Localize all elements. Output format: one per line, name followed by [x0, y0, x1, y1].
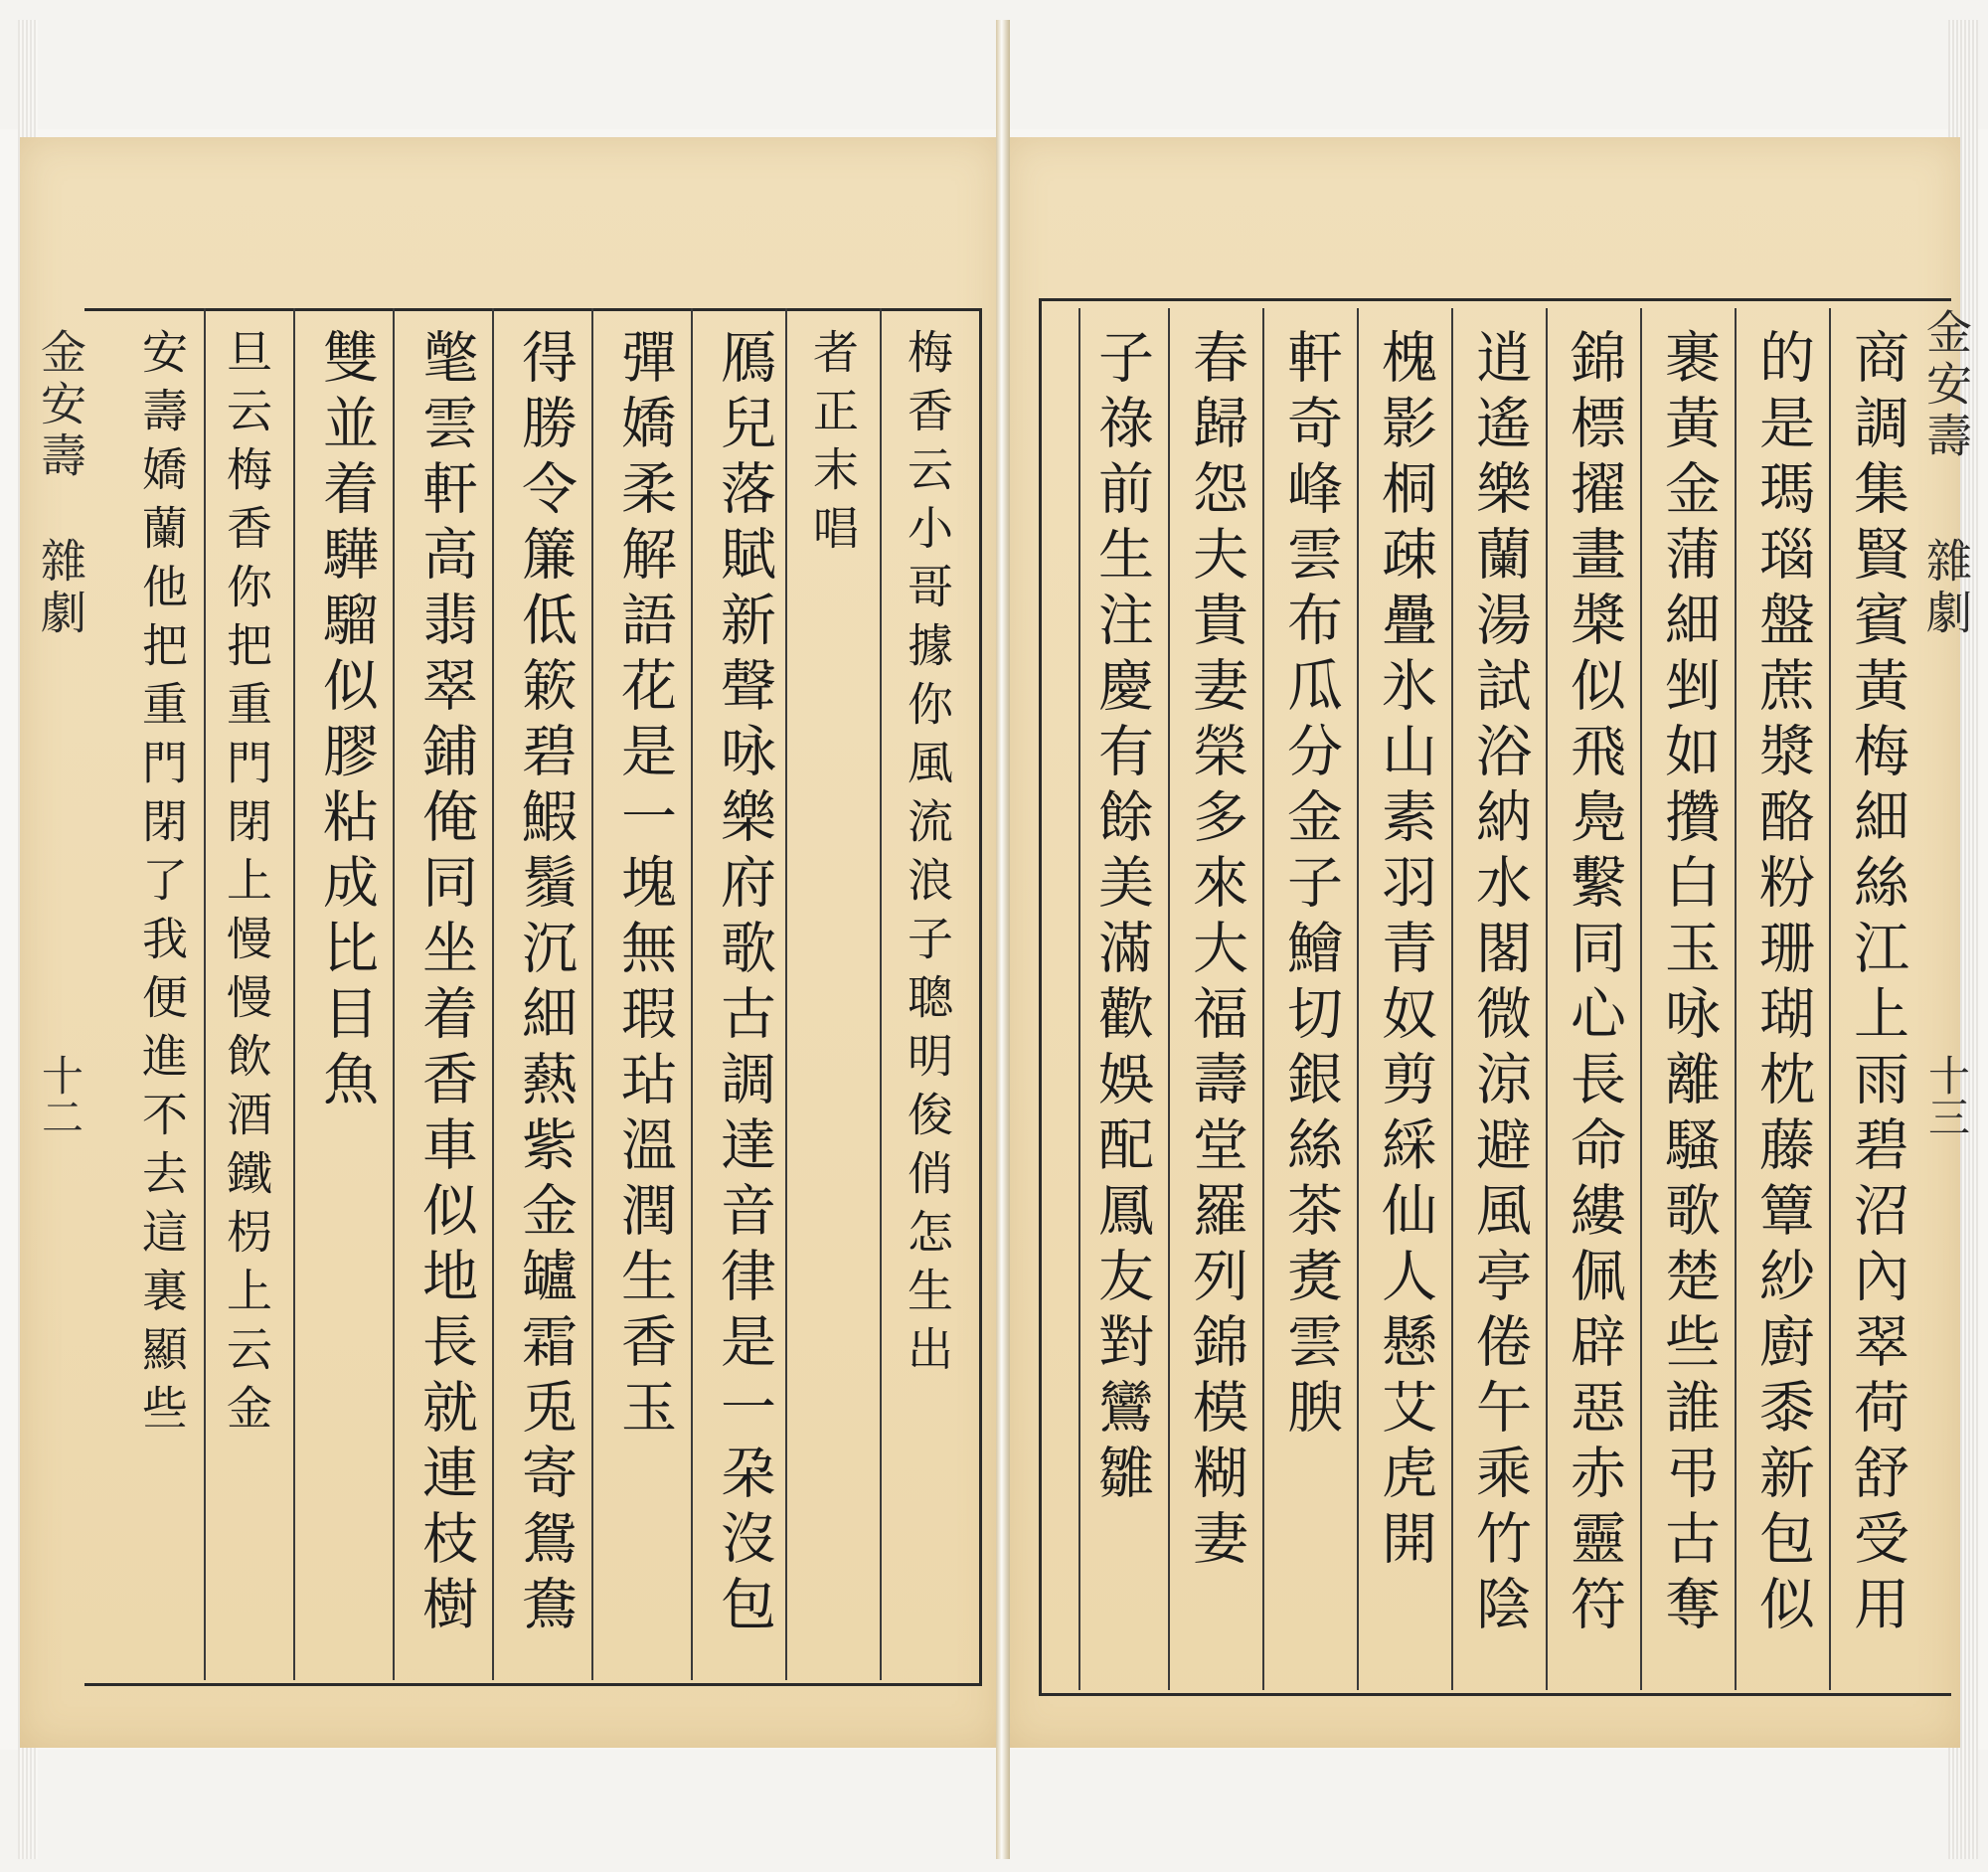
column-rule: [204, 308, 206, 1680]
background-top: [0, 0, 1988, 129]
left-text-column: 鴈兒落賦新聲咏樂府歌古調達音律是一朶沒包: [712, 328, 776, 1640]
right-text-column: 裹黃金蒲細剉如攢白玉咏離騷歌楚些誰弔古奪: [1656, 328, 1721, 1640]
column-rule: [1640, 308, 1642, 1690]
right-text-column: 春歸怨夫貴妻榮多來大福壽堂羅列錦模糊妻: [1184, 328, 1248, 1575]
column-rule: [1546, 308, 1548, 1690]
right-text-column: 軒奇峰雲布瓜分金子鱠切銀絲茶煑雲腴: [1278, 328, 1343, 1444]
column-rule: [1078, 308, 1080, 1690]
column-rule: [293, 308, 295, 1680]
column-rule: [1168, 308, 1170, 1690]
right-text-column: 錦標擢畫槳似飛鳧繫同心長命縷佩辟惡赤靈符: [1562, 328, 1626, 1640]
left-text-column: 者正末唱: [806, 328, 860, 563]
column-rule: [393, 308, 395, 1680]
left-text-column: 氅雲軒高翡翠鋪俺同坐着香車似地長就連枝樹: [414, 328, 478, 1640]
right-margin-section: 雜劇: [1919, 537, 1973, 640]
left-text-column: 彈嬌柔解語花是一塊無瑕玷溫潤生香玉: [612, 328, 677, 1444]
column-rule: [1262, 308, 1264, 1690]
right-text-column: 的是瑪瑙盤蔗漿酪粉珊瑚枕藤簟紗廚黍新包似: [1750, 328, 1815, 1640]
left-margin-section: 雜劇: [34, 537, 87, 640]
right-text-column: 逍遙樂蘭湯試浴納水閣微涼避風亭倦午乘竹陰: [1467, 328, 1532, 1640]
left-text-column: 雙並着驊騮似膠粘成比目魚: [314, 328, 379, 1115]
column-rule: [591, 308, 593, 1680]
book-gutter: [996, 20, 1010, 1859]
column-rule: [1357, 308, 1359, 1690]
column-rule: [1735, 308, 1737, 1690]
column-rule: [880, 308, 882, 1680]
left-text-column: 梅香云小哥據你風流浪子聰明俊俏怎生出: [901, 328, 954, 1384]
left-folio: 十二: [36, 1054, 84, 1137]
left-margin-title: 金安壽: [34, 328, 87, 483]
right-folio: 十三: [1922, 1054, 1971, 1137]
left-text-column: 安壽嬌蘭他把重門閉了我便進不去這裏顯些: [135, 328, 189, 1443]
left-text-column: 得勝令簾低簌碧鰕鬚沉細爇紫金罏霜兎寄鴛鴦: [513, 328, 578, 1640]
right-text-column: 子祿前生注慶有餘美滿歡娛配鳳友對鸞雛: [1089, 328, 1154, 1509]
column-rule: [492, 308, 494, 1680]
column-rule: [1829, 308, 1831, 1690]
background-bottom: [0, 1750, 1988, 1872]
column-rule: [691, 308, 693, 1680]
left-text-column: 旦云梅香你把重門閉上慢慢飲酒鐵枴上云金: [220, 328, 273, 1443]
right-text-column: 槐影桐疎疊氷山素羽青奴剪綵仙人懸艾虎開: [1373, 328, 1437, 1575]
right-text-column: 商調集賢賓黃梅細絲江上雨碧沼內翠荷舒受用: [1845, 328, 1909, 1640]
right-margin-title: 金安壽: [1919, 308, 1973, 463]
column-rule: [1451, 308, 1453, 1690]
column-rule: [785, 308, 787, 1680]
